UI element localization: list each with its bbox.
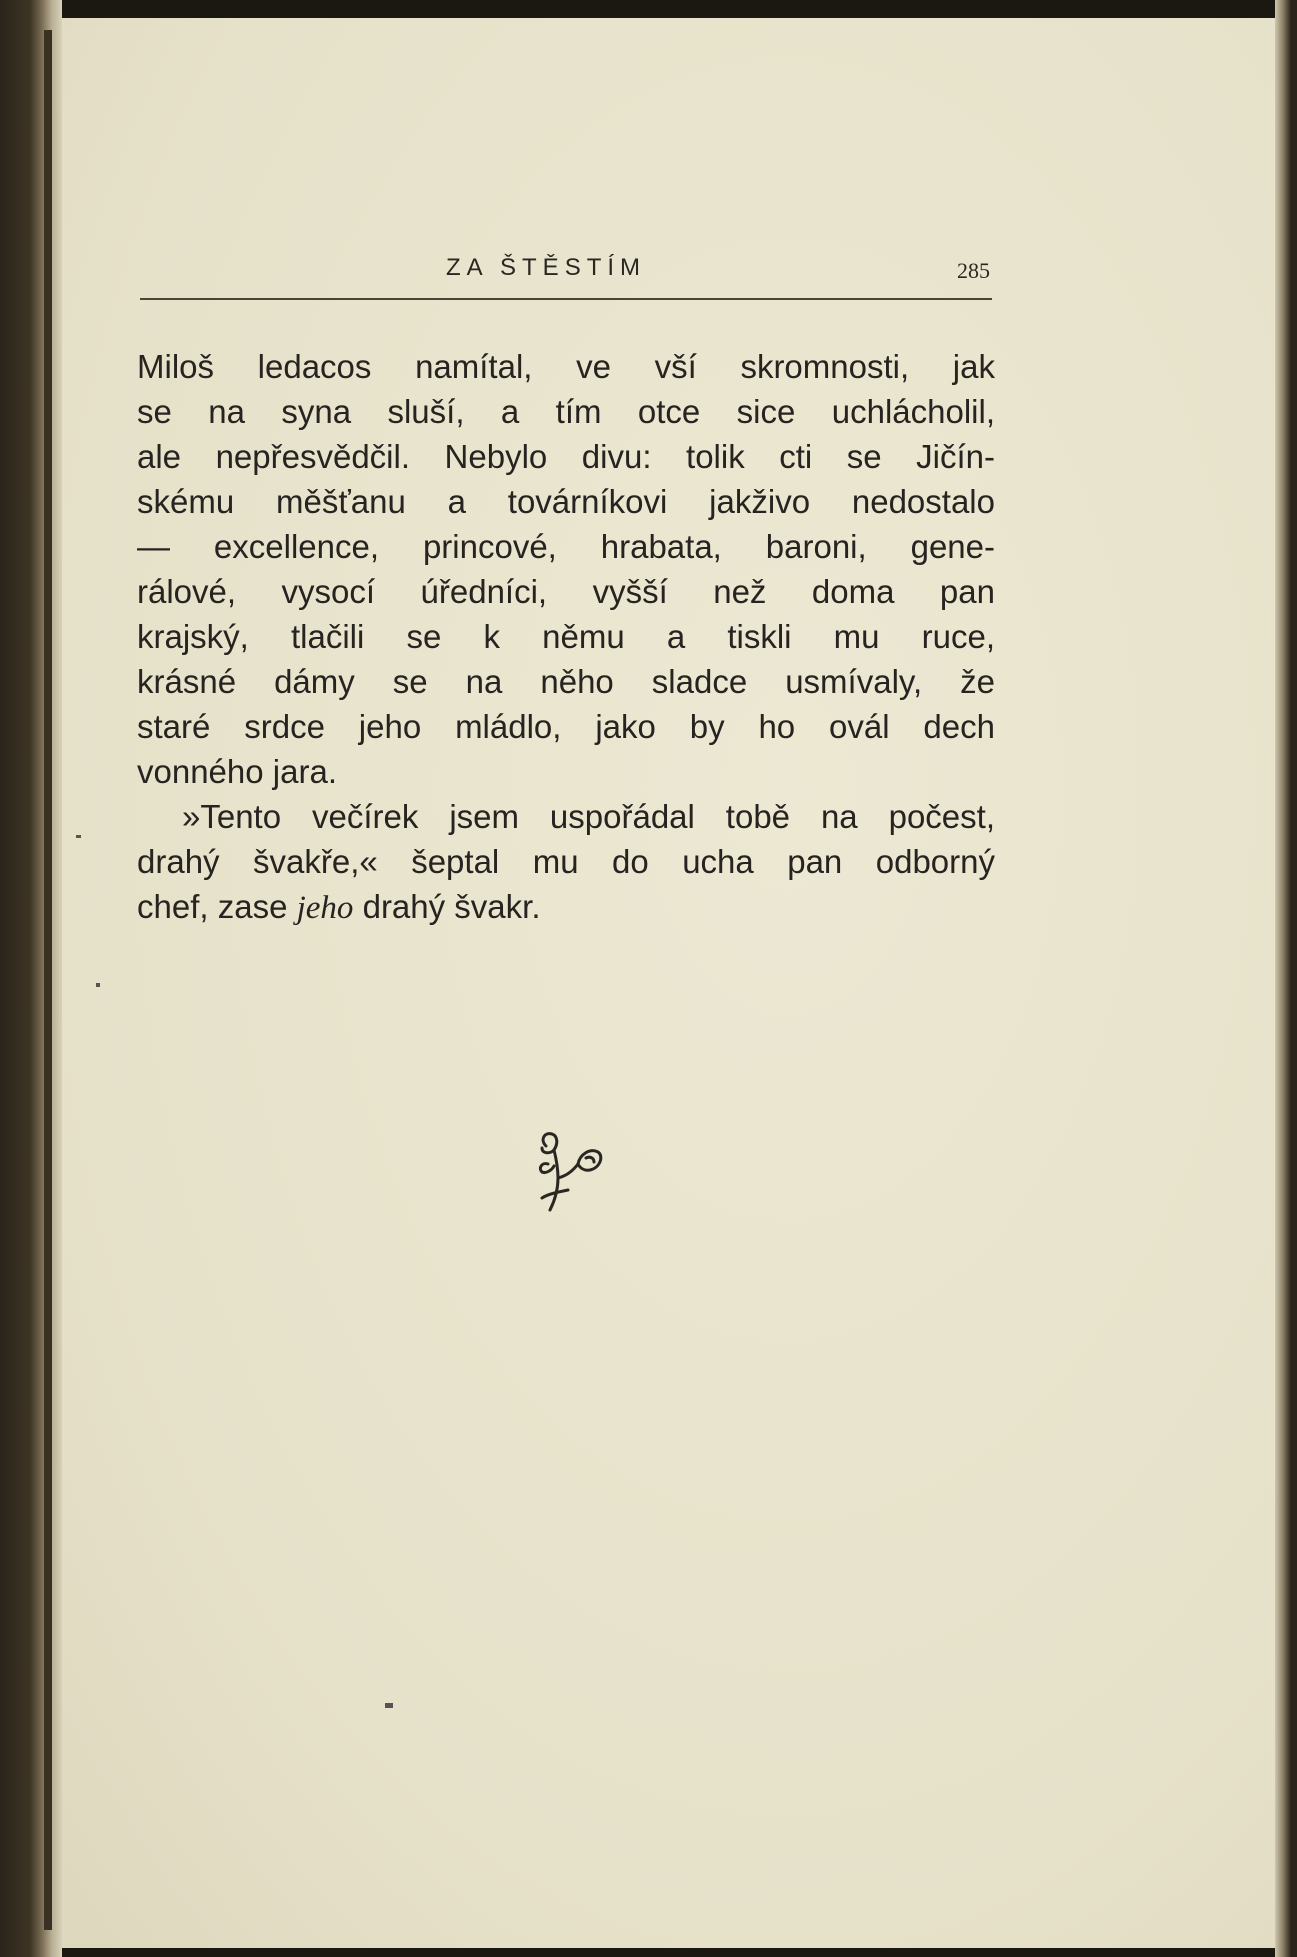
emphasized-word: jeho [296,890,354,926]
text-line: »Tento večírek jsem uspořádal tobě na počest, [182,798,995,835]
page-speck [76,835,81,838]
page-speck [96,983,100,987]
spine-binding [44,30,52,1930]
text-line: ale nepřesvědčil. Nebylo divu: tolik cti se Jičín- [137,438,995,475]
book-spine [0,0,62,1957]
text-line: Miloš ledacos namítal, ve vší skromnosti, jak [137,348,995,385]
text-line: krásné dámy se na něho sladce usmívaly, že [137,663,995,700]
page-number: 285 [957,258,990,283]
text-segment: drahý švakr. [353,888,541,925]
running-title: ZA ŠTĚSTÍM [446,254,647,281]
text-line: skému měšťanu a továrníkovi jakživo nedostalo [137,483,995,520]
text-line [137,884,995,929]
book-page [50,18,1280,1948]
running-header [140,254,992,300]
page-edge [1275,0,1297,1957]
body-text [137,344,995,929]
text-line: krajský, tlačili se k němu a tiskli mu ruce, [137,618,995,655]
text-line: staré srdce jeho mládlo, jako by ho ovál dech [137,708,995,745]
page-speck [385,1703,393,1708]
text-line: rálové, vysocí úředníci, vyšší než doma pan [137,573,995,610]
floral-ornament-icon [528,1128,608,1218]
text-segment: chef, zase [137,888,297,925]
text-line: se na syna sluší, a tím otce sice uchlácholil, [137,393,995,430]
text-line: drahý švakře,« šeptal mu do ucha pan odborný [137,843,995,880]
text-line: vonného jara. [137,753,337,790]
text-line: — excellence, princové, hrabata, baroni, gene- [137,528,995,565]
